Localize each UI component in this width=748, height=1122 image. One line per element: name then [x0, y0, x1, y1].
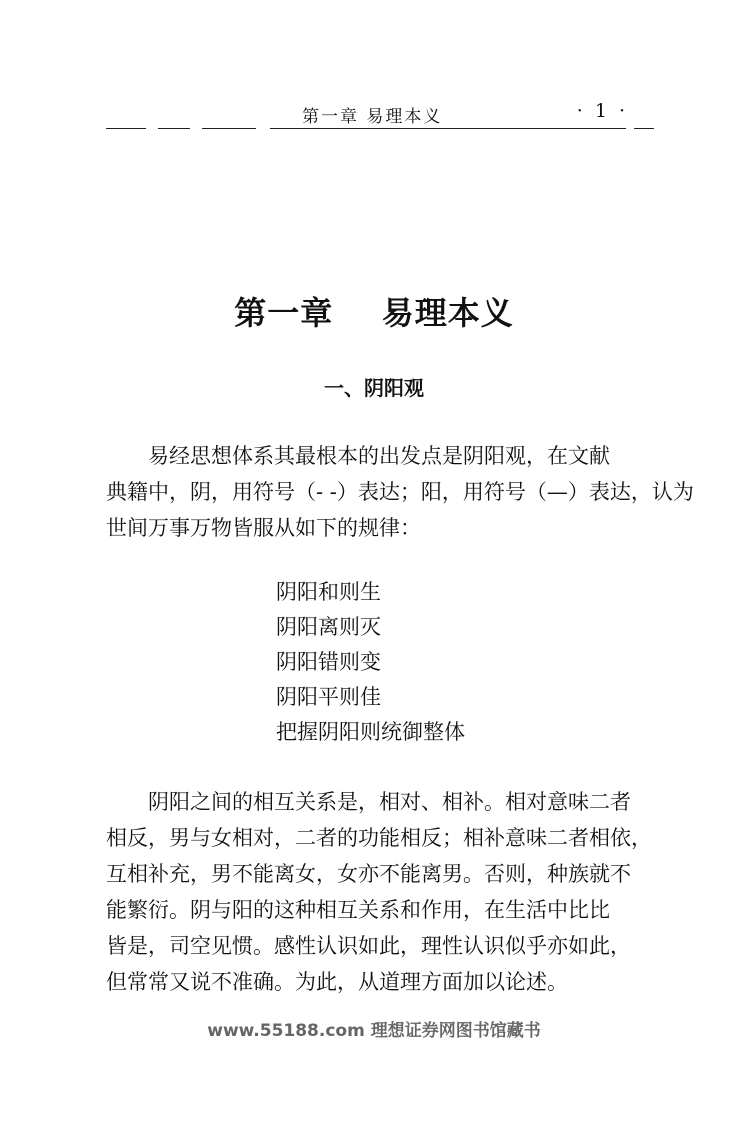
paragraph-line: 世间万事万物皆服从如下的规律： [106, 516, 421, 540]
paragraph-line: 但常常又说不准确。为此，从道理方面加以论述。 [106, 970, 568, 994]
paragraph-relations [106, 784, 662, 1000]
verse-line: 把握阴阳则统御整体 [276, 720, 465, 744]
header-rule-gap [256, 126, 270, 131]
header-rule [106, 128, 654, 129]
watermark: www.55188.com 理想证券网图书馆藏书 [207, 1021, 541, 1041]
verse-line: 阴阳平则佳 [276, 685, 381, 709]
page-number: · 1 · [576, 100, 628, 122]
paragraph-line: 皆是，司空见惯。感性认识如此，理性认识似乎亦如此， [106, 934, 631, 958]
verse-line: 阴阳和则生 [276, 580, 381, 604]
paragraph-line: 阴阳之间的相互关系是，相对、相补。相对意味二者 [148, 790, 631, 814]
header-rule-gap [626, 126, 634, 131]
header-rule-gap [146, 126, 158, 131]
paragraph-line: 易经思想体系其最根本的出发点是阴阳观，在文献 [148, 444, 610, 468]
verse-list [276, 575, 465, 750]
running-header [106, 100, 654, 130]
section-title: 一、阴阳观 [324, 376, 424, 400]
paragraph-intro [106, 438, 694, 546]
paragraph-line: 相反，男与女相对，二者的功能相反；相补意味二者相依， [106, 826, 652, 850]
paragraph-line: 典籍中，阴，用符号（- -）表达；阳，用符号（—）表达，认为 [106, 480, 694, 504]
header-rule-gap [190, 126, 202, 131]
verse-line: 阴阳离则灭 [276, 615, 381, 639]
verse-line: 阴阳错则变 [276, 650, 381, 674]
chapter-title: 第一章 易理本义 [234, 294, 514, 332]
paragraph-line: 互相补充，男不能离女，女亦不能离男。否则，种族就不 [106, 862, 631, 886]
paragraph-line: 能繁衍。阴与阳的这种相互关系和作用，在生活中比比 [106, 898, 610, 922]
running-header-title: 第一章 易理本义 [302, 107, 443, 127]
